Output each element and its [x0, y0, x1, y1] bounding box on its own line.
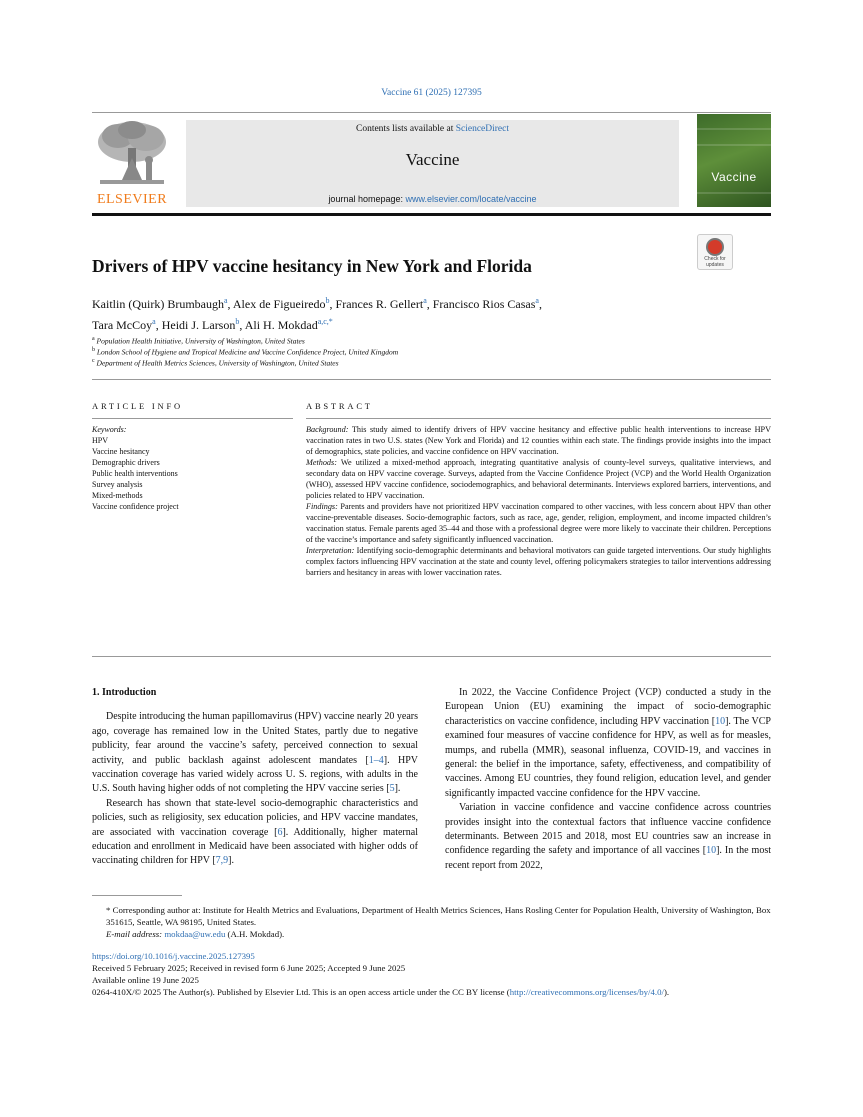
abstract-text: Parents and providers have not prioritized HPV vaccination compared to other vaccines, with less concern about HPV than other vaccine-preventable diseases. Socio-demographic factors, such as race, age, gender, religion, employment, and income impacted children’s vaccination status. Female parents aged 35–44 and those with a professional degree were more likely to vaccinate their children. Perceptions of the vaccine’s importance and safety significantly influenced vaccination.	[306, 502, 771, 544]
keyword: Vaccine hesitancy	[92, 447, 150, 456]
body-text: Variation in vaccine confidence and vaccine confidence across countries provides insight into the contextual factors that influence vaccine confidence determinants. Between 2015 and 2018, most EU countries saw an increase in confidence regarding the safety and importance of all vaccines [	[445, 802, 771, 857]
contents-line	[186, 124, 679, 134]
available-online: Available online 19 June 2025	[92, 975, 199, 985]
abstract-findings	[306, 501, 771, 545]
check-updates-icon	[706, 238, 724, 256]
email-label: E-mail address:	[106, 929, 165, 939]
abstract-label: Interpretation:	[306, 546, 355, 555]
author-affil-link[interactable]: b	[325, 296, 330, 305]
corresponding-author-footnote	[92, 904, 771, 940]
contents-prefix: Contents lists available at	[355, 124, 456, 134]
journal-header-box	[186, 120, 679, 207]
check-for-updates-badge[interactable]	[697, 234, 733, 270]
abstract-text: Identifying socio-demographic determinants and behavioral motivators can guide targeted interventions. Our study highlights complex factors influencing HPV vaccination at the state and county level, offering policymakers strategies to tailor interventions addressing barriers and hesitancy in areas with lower vaccination rates.	[306, 546, 771, 577]
author-name[interactable]: Alex de Figueiredo	[232, 297, 326, 311]
affiliation-text: Population Health Initiative, University of Washington, United States	[96, 336, 305, 346]
author-separator: ,	[239, 318, 245, 332]
doi-link[interactable]: https://doi.org/10.1016/j.vaccine.2025.127395	[92, 951, 255, 961]
keyword: Vaccine confidence project	[92, 502, 179, 511]
article-info-heading: ARTICLE INFO	[92, 401, 183, 411]
abstract-label: Methods:	[306, 458, 337, 467]
citation-link[interactable]: 7,9	[215, 855, 229, 867]
sciencedirect-link[interactable]: ScienceDirect	[455, 124, 509, 134]
author-name[interactable]: Ali H. Mokdad	[244, 318, 318, 332]
footnote-rule	[92, 895, 182, 896]
body-paragraph	[92, 797, 418, 869]
affiliation	[92, 336, 771, 346]
abstract-text: We utilized a mixed-method approach, integrating quantitative analysis of county-level surveys, qualitative interviews, and secondary data on HPV vaccine coverage. Surveys, adapted from the Vaccine Confidence Project (VCP) and the World Health Organization (WHO), assessed HPV vaccine confidence, sociodemographics, and behavioral determinants. Interviews explored barriers, interventions, and policies related to HPV vaccination.	[306, 458, 771, 500]
journal-reference[interactable]: Vaccine 61 (2025) 127395	[381, 88, 482, 98]
author-separator: ,	[538, 297, 542, 311]
keyword: Public health interventions	[92, 469, 178, 478]
author-line-1	[92, 292, 732, 313]
email-suffix: (A.H. Mokdad).	[225, 929, 285, 939]
section-heading: 1. Introduction	[92, 687, 157, 698]
abstract-body	[306, 424, 771, 578]
license-link[interactable]: http://creativecommons.org/licenses/by/4.0/	[509, 987, 664, 997]
author-affil-link[interactable]: a	[535, 296, 539, 305]
homepage-link[interactable]: www.elsevier.com/locate/vaccine	[405, 194, 537, 204]
cover-stripe	[697, 128, 771, 130]
publisher-logo-text: ELSEVIER	[96, 192, 168, 207]
affiliation	[92, 358, 771, 368]
author-name[interactable]: Tara McCoy	[92, 318, 153, 332]
abstract-heading: ABSTRACT	[306, 401, 373, 411]
license-text: 0264-410X/© 2025 The Author(s). Published by Elsevier Ltd. This is an open access article under the CC BY license (	[92, 987, 510, 997]
citation-link[interactable]: 6	[277, 826, 283, 838]
homepage-prefix: journal homepage:	[328, 194, 406, 204]
author-separator: ,	[329, 297, 336, 311]
body-text: ]. In the most recent report from 2022,	[445, 845, 771, 871]
affiliation-text: London School of Hygiene and Tropical Medicine and Vaccine Confidence Project, United Kingdom	[96, 347, 399, 357]
body-paragraph	[92, 710, 418, 796]
homepage-line	[186, 194, 679, 204]
author-affil-link[interactable]: a,c,*	[317, 317, 333, 326]
affiliation	[92, 347, 771, 357]
journal-name: Vaccine	[405, 150, 460, 169]
body-text: ].	[228, 855, 235, 867]
keyword: Mixed-methods	[92, 491, 143, 500]
body-text: In 2022, the Vaccine Confidence Project (VCP) conducted a study in the European Union (EU) examining the impact of socio-demographic characteristics on vaccine confidence, including HPV vaccination [	[445, 687, 771, 727]
body-text: ]. Additionally, higher maternal education and enrollment in Medicaid have been associated with higher odds of vaccinating children for HPV [	[92, 826, 418, 867]
article-title: Drivers of HPV vaccine hesitancy in New York and Florida	[92, 256, 532, 276]
keyword: Survey analysis	[92, 480, 143, 489]
body-paragraph	[445, 686, 771, 801]
author-separator: ,	[227, 297, 233, 311]
author-line-2	[92, 313, 732, 334]
body-text: Research has shown that state-level socio-demographic characteristics and policies, such as religiosity, sex education policies, and HPV vaccine mandates, are associated with vaccination coverage [	[92, 797, 418, 838]
author-name[interactable]: Kaitlin (Quirk) Brumbaugh	[92, 297, 224, 311]
author-name[interactable]: Heidi J. Larson	[161, 318, 236, 332]
cover-title: Vaccine	[711, 170, 757, 184]
cover-stripe	[697, 192, 771, 194]
affiliation-text: Department of Health Metrics Sciences, University of Washington, United States	[96, 358, 339, 368]
front-matter-rule	[92, 379, 771, 380]
cover-stripe	[697, 144, 771, 146]
author-list	[92, 292, 732, 334]
keyword: Demographic drivers	[92, 458, 160, 467]
body-column-right	[445, 686, 771, 873]
abstract-text: This study aimed to identify drivers of HPV vaccine hesitancy and effective public health interventions to increase HPV vaccination rates in two U.S. states (New York and Florida) and 12 counties within each state. The findings provide insights into the impact of demographics, state policies, and vaccine confidence on HPV vaccination.	[306, 425, 771, 456]
author-affil-link[interactable]: a	[223, 296, 228, 305]
journal-cover[interactable]	[697, 114, 771, 207]
header-top-rule	[92, 112, 771, 113]
author-affil-link[interactable]: b	[235, 317, 240, 326]
affiliation-marker: a	[92, 336, 95, 342]
email-link[interactable]: mokdaa@uw.edu	[164, 929, 226, 939]
body-text: ]. HPV vaccination coverage has varied widely across U. S. regions, with adults in the U.S. South having higher odds of not completing the HPV vaccine series [	[92, 754, 418, 795]
body-paragraph	[445, 801, 771, 873]
keyword: HPV	[92, 436, 109, 445]
corresponding-author-text: * Corresponding author at: Institute for Health Metrics and Evaluations, Department of Health Metrics Sciences, Hans Rosling Center for Population Health, University of Washington, Box 351615, Seattle, WA 98195, United States.	[106, 905, 771, 927]
author-affil-link[interactable]: a	[152, 317, 156, 326]
abstract-interpretation	[306, 545, 771, 578]
publication-info	[92, 950, 771, 998]
affiliation-marker: b	[92, 347, 95, 353]
citation-link[interactable]: 10	[715, 715, 726, 727]
abstract-label: Background:	[306, 425, 349, 434]
body-text: ]. The VCP examined four measures of vaccine confidence for HPV, as well as for measles, mumps, and rubella (MMR), seasonal influenza, COVID-19, and vaccines in general: the belief in the importance, safety, effectiveness, and compatibility of vaccines. Among EU countries, they found religion, education level, and gender significantly impacted vaccine confidence for the HPV vaccine.	[445, 715, 771, 799]
abstract-background	[306, 424, 771, 457]
body-text: ].	[394, 783, 401, 795]
body-text: Despite introducing the human papillomavirus (HPV) vaccine nearly 20 years ago, coverage has remained low in the United States, partly due to negative publicity, fear around the vaccine’s safety, perceived connection to sexual activity, and public backlash against adolescent mandates [	[92, 711, 418, 766]
affiliation-marker: c	[92, 358, 95, 364]
license-text-end: ).	[663, 987, 670, 997]
author-separator: ,	[426, 297, 433, 311]
abstract-methods	[306, 457, 771, 501]
citation-link[interactable]: 10	[706, 845, 717, 857]
elsevier-tree-icon	[92, 118, 172, 192]
body-column-left	[92, 686, 418, 869]
abstract-bottom-rule	[92, 656, 771, 657]
keywords-list	[92, 424, 293, 512]
email-line	[92, 928, 771, 940]
citation-link[interactable]: 5	[389, 783, 395, 795]
citation-link[interactable]: 1–4	[368, 754, 384, 766]
received-dates: Received 5 February 2025; Received in revised form 6 June 2025; Accepted 9 June 2025	[92, 963, 406, 973]
author-affil-link[interactable]: a	[423, 296, 427, 305]
abstract-rule	[306, 418, 771, 419]
publisher-logo[interactable]	[92, 118, 172, 208]
license-line	[92, 986, 771, 998]
keywords-label: Keywords:	[92, 425, 127, 434]
author-name[interactable]: Francisco Rios Casas	[432, 297, 536, 311]
author-separator: ,	[155, 318, 162, 332]
article-info-rule	[92, 418, 293, 419]
abstract-label: Findings:	[306, 502, 338, 511]
header-bottom-rule	[92, 213, 771, 216]
author-name[interactable]: Frances R. Gellert	[335, 297, 424, 311]
check-updates-label: Check for updates	[704, 256, 726, 268]
